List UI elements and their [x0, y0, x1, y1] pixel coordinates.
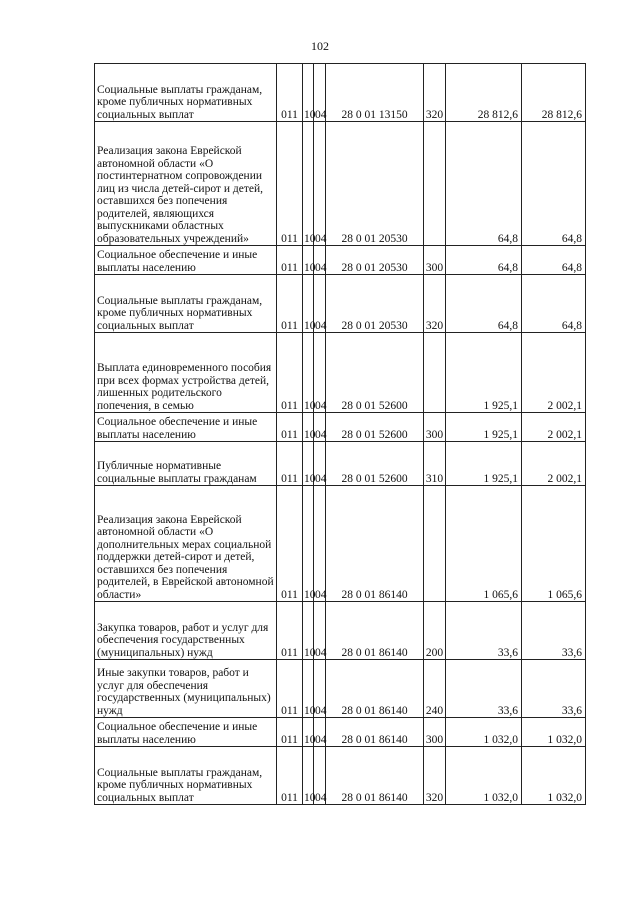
section-code-cell: 10	[303, 122, 314, 246]
amount-year2-cell: 33,6	[522, 602, 586, 660]
subsection-code-cell: 04	[314, 413, 326, 442]
grbs-code-cell: 011	[277, 602, 303, 660]
expense-name-cell: Реализация закона Еврейской автономной области «О постинтернатном сопровождении лиц из числа детей-сирот и детей, оставшихся без попечения родителей, являющихся выпускниками областных образовательных учреждений»	[95, 122, 277, 246]
amount-year2-cell: 2 002,1	[522, 442, 586, 486]
amount-year2-cell: 33,6	[522, 660, 586, 718]
target-article-code-cell: 28 0 01 86140	[326, 602, 424, 660]
expense-type-code-cell: 300	[424, 413, 446, 442]
amount-year1-cell: 28 812,6	[446, 64, 522, 122]
amount-year1-cell: 1 925,1	[446, 442, 522, 486]
target-article-code-cell: 28 0 01 52600	[326, 442, 424, 486]
amount-year1-cell: 1 925,1	[446, 413, 522, 442]
grbs-code-cell: 011	[277, 333, 303, 413]
amount-year2-cell: 64,8	[522, 246, 586, 275]
page-number: 102	[311, 39, 329, 53]
budget-table	[94, 63, 586, 805]
expense-name-cell: Выплата единовременного пособия при всех формах устройства детей, лишенных родительского попечения, в семью	[95, 333, 277, 413]
subsection-code-cell: 04	[314, 333, 326, 413]
grbs-code-cell: 011	[277, 442, 303, 486]
subsection-code-cell: 04	[314, 602, 326, 660]
expense-name-cell: Реализация закона Еврейской автономной области «О дополнительных мерах социальной поддержки детей-сирот и детей, оставшихся без попечения родителей, в Еврейской автономной области»	[95, 486, 277, 602]
expense-type-code-cell: 200	[424, 602, 446, 660]
section-code-cell: 10	[303, 333, 314, 413]
expense-name-cell: Социальное обеспечение и иные выплаты населению	[95, 718, 277, 747]
expense-type-code-cell: 320	[424, 64, 446, 122]
expense-name-cell: Закупка товаров, работ и услуг для обеспечения государственных (муниципальных) нужд	[95, 602, 277, 660]
section-code-cell: 10	[303, 486, 314, 602]
subsection-code-cell: 04	[314, 718, 326, 747]
subsection-code-cell: 04	[314, 660, 326, 718]
target-article-code-cell: 28 0 01 86140	[326, 747, 424, 805]
grbs-code-cell: 011	[277, 413, 303, 442]
table-row	[95, 413, 586, 442]
expense-name-cell: Социальные выплаты гражданам, кроме публичных нормативных социальных выплат	[95, 275, 277, 333]
expense-type-code-cell: 320	[424, 747, 446, 805]
section-code-cell: 10	[303, 246, 314, 275]
subsection-code-cell: 04	[314, 64, 326, 122]
grbs-code-cell: 011	[277, 275, 303, 333]
section-code-cell: 10	[303, 275, 314, 333]
expense-type-code-cell	[424, 486, 446, 602]
amount-year1-cell: 64,8	[446, 275, 522, 333]
amount-year1-cell: 64,8	[446, 122, 522, 246]
amount-year1-cell: 1 065,6	[446, 486, 522, 602]
table-row	[95, 275, 586, 333]
amount-year1-cell: 1 032,0	[446, 747, 522, 805]
section-code-cell: 10	[303, 442, 314, 486]
table-row	[95, 660, 586, 718]
target-article-code-cell: 28 0 01 13150	[326, 64, 424, 122]
table-row	[95, 747, 586, 805]
grbs-code-cell: 011	[277, 718, 303, 747]
amount-year2-cell: 1 032,0	[522, 718, 586, 747]
table-row	[95, 442, 586, 486]
target-article-code-cell: 28 0 01 86140	[326, 660, 424, 718]
target-article-code-cell: 28 0 01 86140	[326, 718, 424, 747]
grbs-code-cell: 011	[277, 122, 303, 246]
amount-year2-cell: 2 002,1	[522, 413, 586, 442]
section-code-cell: 10	[303, 413, 314, 442]
section-code-cell: 10	[303, 602, 314, 660]
table-row	[95, 486, 586, 602]
amount-year1-cell: 33,6	[446, 602, 522, 660]
amount-year2-cell: 64,8	[522, 275, 586, 333]
section-code-cell: 10	[303, 747, 314, 805]
target-article-code-cell: 28 0 01 20530	[326, 246, 424, 275]
section-code-cell: 10	[303, 718, 314, 747]
amount-year1-cell: 64,8	[446, 246, 522, 275]
table-row	[95, 122, 586, 246]
section-code-cell: 10	[303, 660, 314, 718]
table-row	[95, 718, 586, 747]
grbs-code-cell: 011	[277, 486, 303, 602]
table-row	[95, 64, 586, 122]
subsection-code-cell: 04	[314, 486, 326, 602]
expense-name-cell: Социальное обеспечение и иные выплаты населению	[95, 246, 277, 275]
expense-type-code-cell	[424, 122, 446, 246]
amount-year2-cell: 2 002,1	[522, 333, 586, 413]
table-row	[95, 602, 586, 660]
amount-year1-cell: 33,6	[446, 660, 522, 718]
expense-name-cell: Социальные выплаты гражданам, кроме публичных нормативных социальных выплат	[95, 747, 277, 805]
subsection-code-cell: 04	[314, 122, 326, 246]
expense-type-code-cell: 300	[424, 718, 446, 747]
amount-year2-cell: 1 065,6	[522, 486, 586, 602]
expense-type-code-cell: 300	[424, 246, 446, 275]
amount-year2-cell: 28 812,6	[522, 64, 586, 122]
grbs-code-cell: 011	[277, 246, 303, 275]
table-body	[95, 64, 586, 805]
amount-year2-cell: 64,8	[522, 122, 586, 246]
grbs-code-cell: 011	[277, 660, 303, 718]
subsection-code-cell: 04	[314, 747, 326, 805]
target-article-code-cell: 28 0 01 52600	[326, 333, 424, 413]
expense-type-code-cell: 240	[424, 660, 446, 718]
target-article-code-cell: 28 0 01 20530	[326, 275, 424, 333]
amount-year2-cell: 1 032,0	[522, 747, 586, 805]
target-article-code-cell: 28 0 01 86140	[326, 486, 424, 602]
target-article-code-cell: 28 0 01 20530	[326, 122, 424, 246]
grbs-code-cell: 011	[277, 747, 303, 805]
expense-type-code-cell: 320	[424, 275, 446, 333]
amount-year1-cell: 1 032,0	[446, 718, 522, 747]
subsection-code-cell: 04	[314, 246, 326, 275]
amount-year1-cell: 1 925,1	[446, 333, 522, 413]
expense-type-code-cell: 310	[424, 442, 446, 486]
expense-type-code-cell	[424, 333, 446, 413]
subsection-code-cell: 04	[314, 442, 326, 486]
expense-name-cell: Социальное обеспечение и иные выплаты населению	[95, 413, 277, 442]
section-code-cell: 10	[303, 64, 314, 122]
subsection-code-cell: 04	[314, 275, 326, 333]
expense-name-cell: Иные закупки товаров, работ и услуг для обеспечения государственных (муниципальных) нужд	[95, 660, 277, 718]
grbs-code-cell: 011	[277, 64, 303, 122]
table-row	[95, 333, 586, 413]
target-article-code-cell: 28 0 01 52600	[326, 413, 424, 442]
table-row	[95, 246, 586, 275]
expense-name-cell: Социальные выплаты гражданам, кроме публичных нормативных социальных выплат	[95, 64, 277, 122]
expense-name-cell: Публичные нормативные социальные выплаты гражданам	[95, 442, 277, 486]
